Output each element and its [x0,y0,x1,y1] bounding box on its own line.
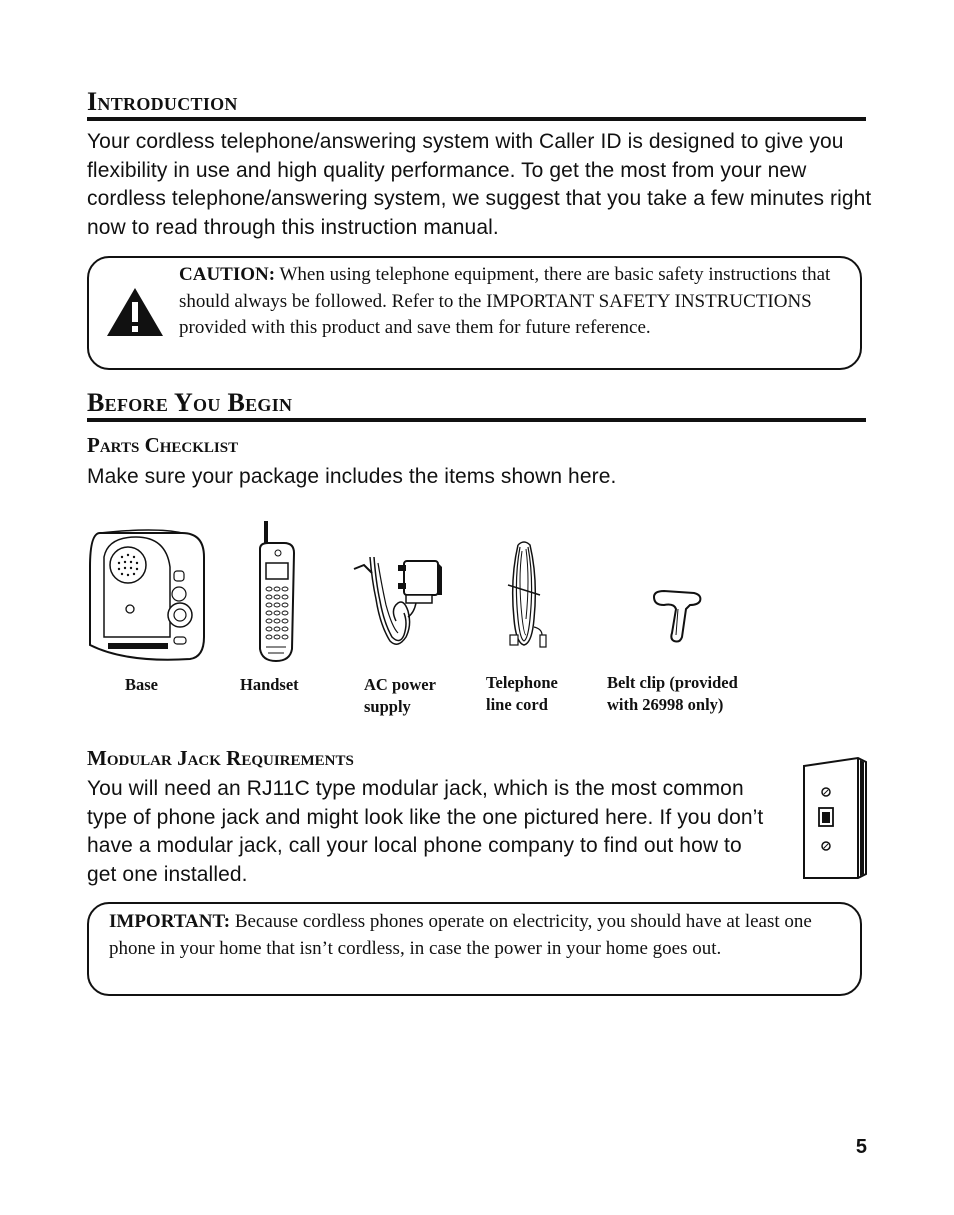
telephone-line-cord-image [500,539,552,651]
base-unit-image [86,527,208,665]
important-label: IMPORTANT: [109,911,231,932]
parts-checklist-heading: Parts Checklist [87,433,239,457]
parts-checklist-intro: Make sure your package includes the items shown here. [87,465,617,488]
important-text [109,909,849,962]
important-box [87,902,862,996]
modular-jack-image [800,756,870,880]
caution-text [179,262,851,342]
important-body: Because cordless phones operate on electricity, you should have at least one phone in your home that isn’t cordless, in case the power in your home goes out. [109,911,812,959]
caution-body: When using telephone equipment, there are basic safety instructions that should always be followed. Refer to the IMPORTANT SAFETY INSTRUCTIONS provided with this product and save them for future reference. [179,264,831,338]
part-label-handset: Handset [240,675,299,694]
part-label-telephone-line-cord: Telephone line cord [486,673,558,714]
part-label-ac-power-supply: AC power supply [364,675,436,716]
caution-box [87,256,862,370]
handset-image [254,519,298,665]
part-label-belt-clip: Belt clip (provided with 26998 only) [607,673,738,714]
introduction-heading: Introduction [87,88,866,121]
modular-jack-heading: Modular Jack Requirements [87,746,354,770]
caution-label: CAUTION: [179,264,276,285]
introduction-paragraph: Your cordless telephone/answering system with Caller ID is designed to give you flexibility in use and high quality performance. To get the most from your new cordless telephone/answering system, we suggest that you take a few minutes right now to read through this instruction manual. [87,130,872,239]
before-you-begin-heading: Before You Begin [87,389,866,422]
part-label-base: Base [125,675,158,694]
belt-clip-image [650,587,706,645]
parts-illustrations [0,515,954,725]
modular-jack-paragraph: You will need an RJ11C type modular jack, which is the most common type of phone jack and might look like the one pictured here. If you don’t have a modular jack, call your local phone company to find out how to get one installed. [87,777,764,886]
warning-triangle-icon [105,286,165,338]
ac-power-supply-image [350,551,446,651]
page-number: 5 [855,1136,867,1158]
